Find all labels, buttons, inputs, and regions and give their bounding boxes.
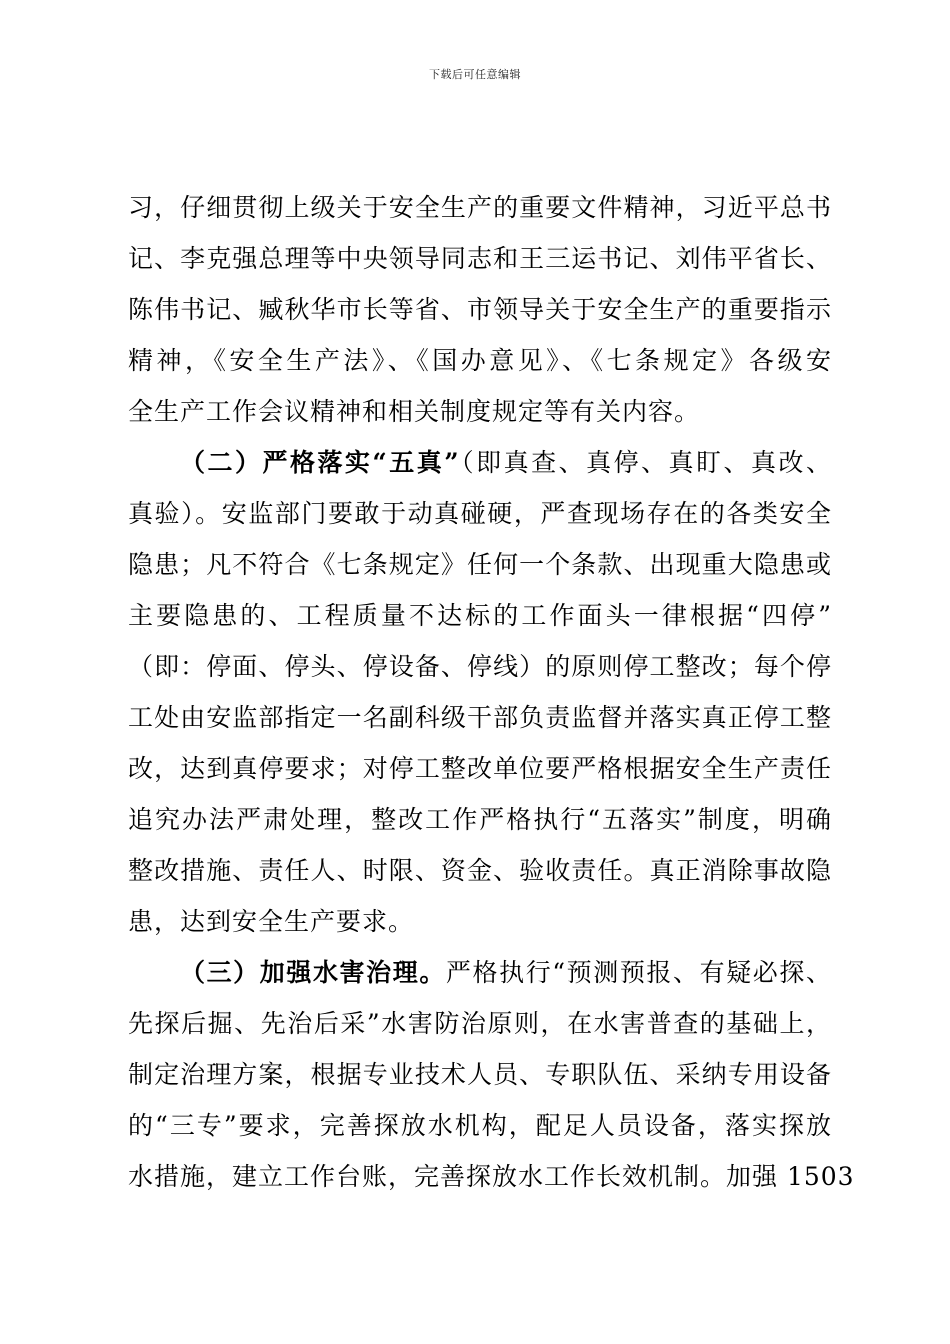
text-line: 改，达到真停要求；对停工整改单位要严格根据安全生产责任 [128, 754, 832, 783]
text-line: 精神，《安全生产法》、《国办意见》、《七条规定》各级安 [128, 346, 832, 375]
text-line: 工处由安监部指定一名副科级干部负责监督并落实真正停工整 [128, 703, 832, 732]
text-line: 先探后掘、先治后采”水害防治原则，在水害普查的基础上， [128, 1009, 832, 1038]
paragraph-3 [128, 947, 855, 1202]
text-line: 整改措施、责任人、时限、资金、验收责任。真正消除事故隐 [128, 856, 832, 885]
document-body [128, 182, 855, 1202]
paragraph-2 [128, 437, 832, 947]
text-line: 患，达到安全生产要求。 [128, 907, 415, 936]
text-line: 水措施，建立工作台账，完善探放水工作长效机制。加强 1503 [128, 1162, 855, 1191]
text-line-with-heading [128, 947, 832, 998]
text-line: 的“三专”要求，完善探放水机构，配足人员设备，落实探放 [128, 1111, 832, 1140]
text-line: 陈伟书记、臧秋华市长等省、市领导关于安全生产的重要指示 [128, 295, 832, 324]
section-heading-2: （二）严格落实“五真” [180, 448, 460, 477]
page-header: 下载后可任意编辑 [429, 68, 521, 81]
text-line: 制定治理方案，根据专业技术人员、专职队伍、采纳专用设备 [128, 1060, 832, 1089]
text-line: 追究办法严肃处理，整改工作严格执行“五落实”制度，明确 [128, 805, 832, 834]
text-line: （即：停面、停头、停设备、停线）的原则停工整改；每个停 [128, 652, 832, 681]
text-line: 习，仔细贯彻上级关于安全生产的重要文件精神，习近平总书 [128, 193, 832, 222]
text-line-with-heading [128, 437, 832, 488]
text-line: 主要隐患的、工程质量不达标的工作面头一律根据“四停” [128, 601, 832, 630]
section-heading-3: （三）加强水害治理。 [180, 958, 446, 987]
text-line: 全生产工作会议精神和相关制度规定等有关内容。 [128, 397, 701, 426]
text-line: 记、李克强总理等中央领导同志和王三运书记、刘伟平省长、 [128, 244, 832, 273]
text-line: 真验）。安监部门要敢于动真碰硬，严查现场存在的各类安全 [128, 499, 832, 528]
paragraph-1 [128, 182, 832, 437]
text-line: 隐患；凡不符合《七条规定》任何一个条款、出现重大隐患或 [128, 550, 832, 579]
text-line: 严格执行“预测预报、有疑必探、 [445, 958, 832, 987]
text-line: （即真查、真停、真盯、真改、 [459, 448, 832, 477]
